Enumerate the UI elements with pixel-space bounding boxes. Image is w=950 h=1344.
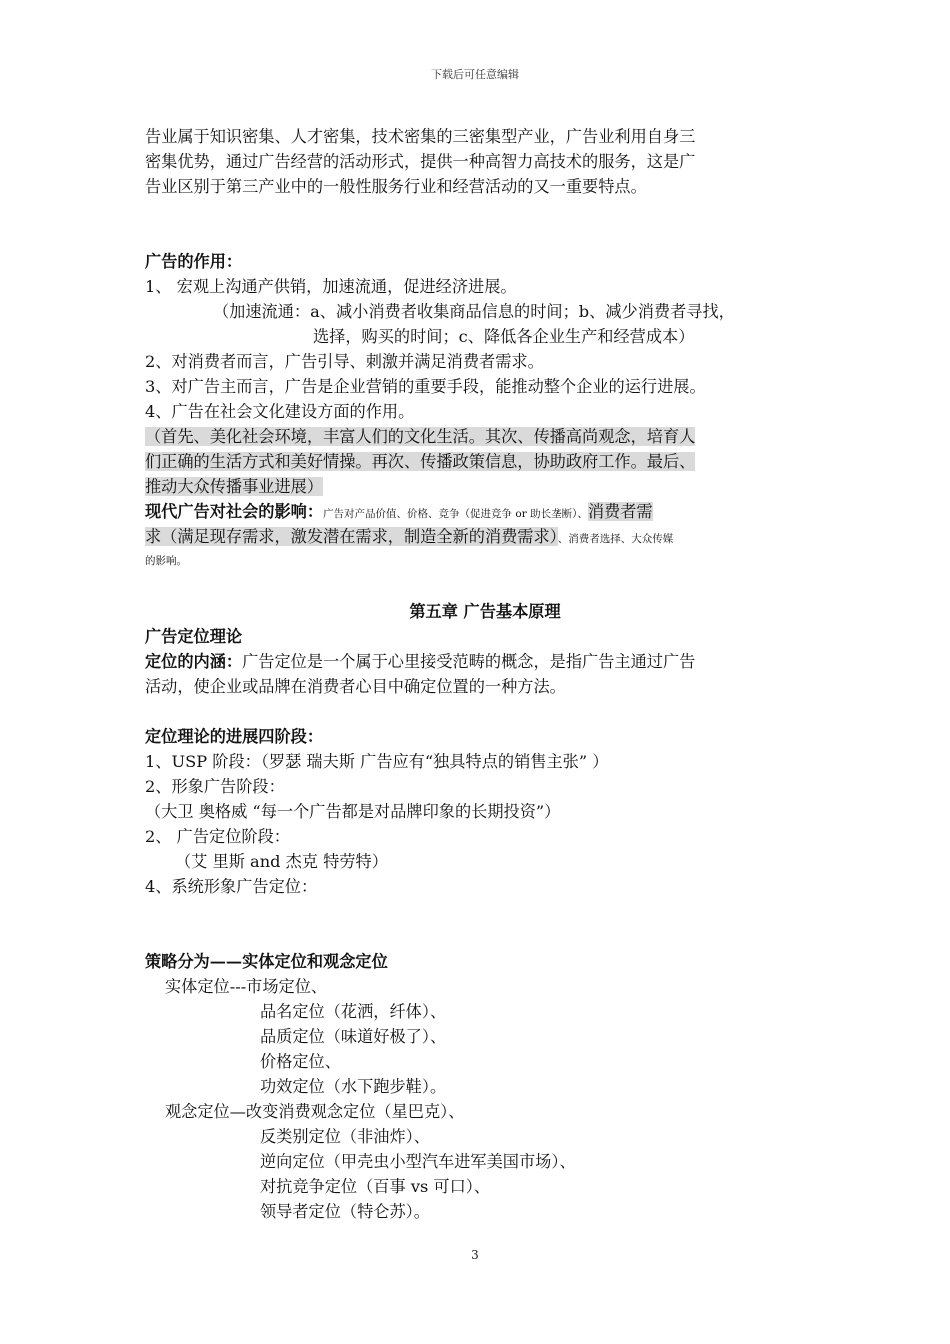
role-item-3: 3、对广告主而言，广告是企业营销的重要手段，能推动整个企业的运行进展。 <box>145 377 706 396</box>
role-item-4-note: （首先、美化社会环境，丰富人们的文化生活。其次、传播高尚观念，培育人 <box>145 427 696 446</box>
entity-item: 品名定位（花洒，纤体）、 <box>260 1002 447 1021</box>
page-header: 下载后可任意编辑 <box>431 68 519 81</box>
impact-line-2 <box>145 524 825 549</box>
impact-highlight: 求（满足现存需求，激发潜在需求，制造全新的消费需求） <box>145 527 558 546</box>
stage-2-note: （大卫 奥格威 “每一个广告都是对品牌印象的长期投资”） <box>145 802 561 821</box>
concept-item: 逆向定位（甲壳虫小型汽车进军美国市场）、 <box>260 1152 576 1171</box>
role-item-4: 4、广告在社会文化建设方面的作用。 <box>145 402 415 421</box>
impact-label: 现代广告对社会的影响： <box>145 502 324 521</box>
spacer <box>145 574 825 599</box>
intro-line: 密集优势，通过广告经营的活动形式，提供一种高智力高技术的服务，这是广 <box>145 152 696 171</box>
entity-label: 实体定位---市场定位、 <box>165 977 328 996</box>
concept-item: 反类别定位（非油炸）、 <box>260 1127 430 1146</box>
role-item-4-note: 推动大众传播事业进展） <box>145 477 324 496</box>
stage-2: 2、形象广告阶段： <box>145 777 285 796</box>
impact-line-3: 的影响。 <box>145 555 187 567</box>
role-item-1-note: 选择，购买的时间；c、降低各企业生产和经营成本） <box>313 327 695 346</box>
impact-small-text: 、消费者选择、大众传媒 <box>557 533 674 545</box>
stage-3: 2、 广告定位阶段： <box>145 827 290 846</box>
intro-line: 告业区别于第三产业中的一般性服务行业和经营活动的又一重要特点。 <box>145 177 647 196</box>
entity-item: 功效定位（水下跑步鞋）。 <box>260 1077 447 1096</box>
stage-4: 4、系统形象广告定位： <box>145 877 318 896</box>
stage-1: 1、USP 阶段：（罗瑟 瑞夫斯 广告应有“独具特点的销售主张” ） <box>145 752 609 771</box>
stages-heading: 定位理论的进展四阶段： <box>145 727 324 746</box>
section-heading: 广告定位理论 <box>145 627 243 646</box>
page-content <box>145 124 825 1224</box>
spacer <box>145 224 825 249</box>
definition-text: 广告定位是一个属于心里接受范畴的概念，是指广告主通过广告 <box>242 652 696 671</box>
impact-highlight: 消费者需 <box>587 502 653 521</box>
impact-small-text: 广告对产品价值、价格、竞争（促进竞争 or 助长垄断）、 <box>323 508 588 520</box>
entity-item: 价格定位、 <box>260 1052 341 1071</box>
entity-item: 品质定位（味道好极了）、 <box>260 1027 447 1046</box>
strategy-heading: 策略分为——实体定位和观念定位 <box>145 952 388 971</box>
definition-label: 定位的内涵： <box>145 652 243 671</box>
spacer <box>145 699 825 724</box>
concept-item: 领导者定位（特仑苏）。 <box>260 1202 430 1221</box>
impact-line-1 <box>145 499 825 524</box>
stage-3-note: （艾 里斯 and 杰克 特劳特） <box>175 852 388 871</box>
chapter-title: 第五章 广告基本原理 <box>409 602 561 621</box>
role-item-1: 1、 宏观上沟通产供销，加速流通，促进经济进展。 <box>145 277 517 296</box>
role-item-2: 2、对消费者而言，广告引导、刺激并满足消费者需求。 <box>145 352 544 371</box>
role-item-1-note: （加速流通：a、减小消费者收集商品信息的时间；b、减少消费者寻找， <box>213 302 735 321</box>
intro-line: 告业属于知识密集、人才密集，技术密集的三密集型产业，广告业利用自身三 <box>145 127 696 146</box>
concept-item: 对抗竞争定位（百事 vs 可口）、 <box>260 1177 491 1196</box>
concept-label: 观念定位—改变消费观念定位（星巴克）、 <box>165 1102 465 1121</box>
spacer <box>145 899 825 924</box>
definition-line-1 <box>145 649 825 674</box>
role-heading: 广告的作用： <box>145 252 243 271</box>
page-number: 3 <box>471 1248 479 1262</box>
spacer <box>145 924 825 949</box>
spacer <box>145 199 825 224</box>
definition-line-2: 活动，使企业或品牌在消费者心目中确定位置的一种方法。 <box>145 677 566 696</box>
role-item-4-note: 们正确的生活方式和美好情操。再次、传播政策信息，协助政府工作。最后、 <box>145 452 696 471</box>
